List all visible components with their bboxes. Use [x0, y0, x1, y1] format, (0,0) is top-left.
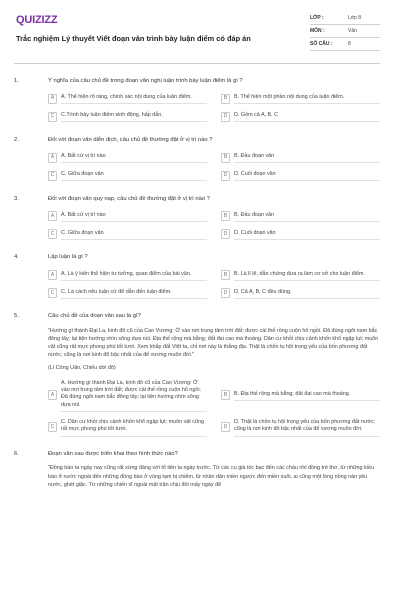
option-d[interactable]: [221, 111, 380, 123]
option-a[interactable]: [48, 269, 207, 281]
option-text: A. Thể hiện rõ ràng, chính xác nội dung của luận điểm.: [61, 93, 207, 104]
option-text: D. Thật là chốn tụ hội trọng yếu của bốn phương đất nước; cũng là nơi kinh đô bậc nhất của đế vương muôn đời.: [234, 418, 380, 437]
option-b[interactable]: [221, 269, 380, 281]
question-text: Ý nghĩa của câu chủ đề trong đoạn văn nghị luận trình bày luận điểm là gì ?: [48, 78, 243, 84]
option-text: C.Trình bày luận điểm sinh động, hấp dẫn.: [61, 111, 207, 122]
option-letter: D: [221, 171, 230, 181]
option-letter: C: [48, 288, 57, 298]
meta-row-count: [310, 38, 380, 51]
question-number: 5.: [14, 313, 19, 320]
option-text: C. Dân cư khỏi chịu cảnh khốn khổ ngập lụt; muôn vật cũng rất mực phong phú tốt tươi.: [61, 418, 207, 437]
question-heading: [14, 196, 380, 204]
option-letter: C: [48, 112, 57, 122]
option-letter: C: [48, 229, 57, 239]
option-letter: A: [48, 270, 57, 280]
question-4: [14, 254, 380, 299]
option-letter: B: [221, 270, 230, 280]
option-text: C. Giữa đoạn văn: [61, 170, 207, 181]
option-text: A. Bất cứ vị trí nào: [61, 211, 207, 222]
option-a[interactable]: [48, 93, 207, 105]
option-text: D. Cả A, B, C đều đúng.: [234, 288, 380, 299]
option-text: B. Địa thế rộng mà bằng; đất đai cao mà thoáng.: [234, 390, 380, 401]
meta-label: LỚP :: [310, 14, 324, 21]
option-text: C. Là cách nêu luận cứ để dẫn đến luận điểm.: [61, 288, 207, 299]
option-letter: D: [221, 288, 230, 298]
reading-passage: "Đồng bào ta ngày nay cũng rất xứng đáng với tổ tiên ta ngày trước. Từ các cụ già tóc bạc đến các cháu nhi đồng trẻ thơ, từ những kiều bào ở nước ngoài đến những đồng bào ở vùng tạm bị chiếm, từ nhân dân miền ngược đến miền xuôi, ai cũng một lòng nồng nàn yêu nước, ghét giặc. Từ những chiến sĩ ngoài mặt trận chịu đói mấy ngày để: [48, 465, 374, 488]
worksheet-header: [14, 0, 380, 64]
option-letter: A: [48, 153, 57, 163]
option-c[interactable]: [48, 418, 207, 437]
option-letter: D: [221, 112, 230, 122]
option-letter: D: [221, 422, 230, 432]
option-text: B. Đầu đoạn văn: [234, 152, 380, 163]
option-letter: B: [221, 390, 230, 400]
option-text: A. Là ý kiến thể hiện tư tưởng, quan điểm của bài văn.: [61, 270, 207, 281]
answer-options: [48, 210, 380, 240]
option-text: C. Giữa đoạn văn: [61, 229, 207, 240]
option-letter: A: [48, 211, 57, 221]
question-heading: [14, 78, 380, 86]
answer-options: [48, 379, 380, 437]
question-2: [14, 137, 380, 182]
question-5: [14, 313, 380, 436]
option-d[interactable]: [221, 418, 380, 437]
page-title: Trắc nghiệm Lý thuyết Viết đoạn văn trình bày luận điểm có đáp án: [16, 34, 251, 43]
option-letter: C: [48, 171, 57, 181]
question-heading: [14, 313, 380, 321]
meta-table: [310, 12, 380, 51]
option-b[interactable]: [221, 93, 380, 105]
meta-value: Văn: [348, 27, 357, 34]
option-c[interactable]: [48, 170, 207, 182]
option-b[interactable]: [221, 379, 380, 412]
meta-row-subject: [310, 25, 380, 38]
meta-value: Lớp 8: [348, 14, 362, 21]
option-b[interactable]: [221, 210, 380, 222]
reading-passage: "Hướng gì thành Đại La, kinh đô cũ của Cao Vương: Ở vào nơi trung tâm trời đất; được cái thế rồng cuộn hổ ngồi. Đã đúng ngôi nam bắc đông tây; lại tiện hướng nhìn sông dựa núi. Địa thế rộng mà bằng; đất đai cao mà thoáng. Dân cư khỏi chịu cảnh khốn khổ ngập lụt; muôn vật cũng rất mực phong phú tốt tươi. Xem khắp đất Việt ta, chỉ nơi này là thắng địa. Thật là chốn tụ hội trọng yếu của bốn phương đất nước; cũng là nơi kinh đô bậc nhất của đế vương muôn đời.": [48, 328, 379, 359]
answer-options: [48, 269, 380, 299]
option-letter: D: [221, 229, 230, 239]
option-text: A. Hướng gì thành Đại La, kinh đô cũ của Cao Vương: Ở vào nơi trung tâm trời đất; được cái thế rồng cuộn hổ ngồi. Đã đúng ngôi nam bắc đông tây; lại tiện hướng nhìn sông dựa núi.: [61, 379, 207, 412]
option-letter: C: [48, 422, 57, 432]
quizizz-logo: QUIZIZZ: [16, 14, 58, 26]
question-heading: [14, 254, 380, 262]
question-text: Đoạn văn sau được triển khai theo hình thức nào?: [48, 450, 178, 457]
option-text: B. Thể hiện một phần nội dung của luận điểm.: [234, 93, 380, 104]
option-letter: A: [48, 390, 57, 400]
option-c[interactable]: [48, 287, 207, 299]
option-d[interactable]: [221, 170, 380, 182]
question-text: Câu chủ đề của đoạn văn sau là gì?: [48, 313, 141, 320]
question-number: 6.: [14, 450, 19, 457]
option-d[interactable]: [221, 228, 380, 240]
option-c[interactable]: [48, 228, 207, 240]
passage-source: (Lí Công Uẩn, Chiếu dời đô): [48, 364, 116, 371]
question-heading: [14, 137, 380, 145]
question-text: Lập luận là gì ?: [48, 254, 88, 261]
option-text: B. Đầu đoạn văn: [234, 211, 380, 222]
question-number: 3.: [14, 195, 19, 202]
question-6: [14, 451, 380, 489]
meta-label: MÔN :: [310, 27, 325, 34]
option-d[interactable]: [221, 287, 380, 299]
question-3: [14, 196, 380, 241]
option-c[interactable]: [48, 111, 207, 123]
option-b[interactable]: [221, 152, 380, 164]
question-text: Đối với đoạn văn diễn dịch, câu chủ đề thường đặt ở vị trí nào ?: [48, 136, 213, 143]
option-text: B. Là lí lẽ, dẫn chứng đưa ra làm cơ sở cho luận điểm.: [234, 270, 380, 281]
answer-options: [48, 152, 380, 182]
question-number: 4.: [14, 254, 19, 261]
option-text: D. Gồm cả A, B, C: [234, 111, 380, 122]
option-text: D. Cuối đoạn văn: [234, 170, 380, 181]
meta-row-class: [310, 12, 380, 25]
question-heading: [14, 451, 380, 459]
answer-options: [48, 93, 380, 123]
meta-label: SỐ CÂU :: [310, 40, 333, 47]
option-a[interactable]: [48, 379, 207, 412]
question-1: [14, 78, 380, 123]
option-a[interactable]: [48, 152, 207, 164]
question-text: Đối với đoạn văn quy nạp, câu chủ đề thường đặt ở vị trí nào ?: [48, 195, 210, 202]
option-letter: A: [48, 94, 57, 104]
question-number: 1.: [14, 78, 19, 84]
question-number: 2.: [14, 136, 19, 143]
option-a[interactable]: [48, 210, 207, 222]
option-letter: B: [221, 153, 230, 163]
meta-value: 8: [348, 40, 351, 47]
option-letter: B: [221, 211, 230, 221]
option-letter: B: [221, 94, 230, 104]
option-text: D. Cuối đoạn văn: [234, 229, 380, 240]
option-text: A. Bất cứ vị trí nào: [61, 152, 207, 163]
